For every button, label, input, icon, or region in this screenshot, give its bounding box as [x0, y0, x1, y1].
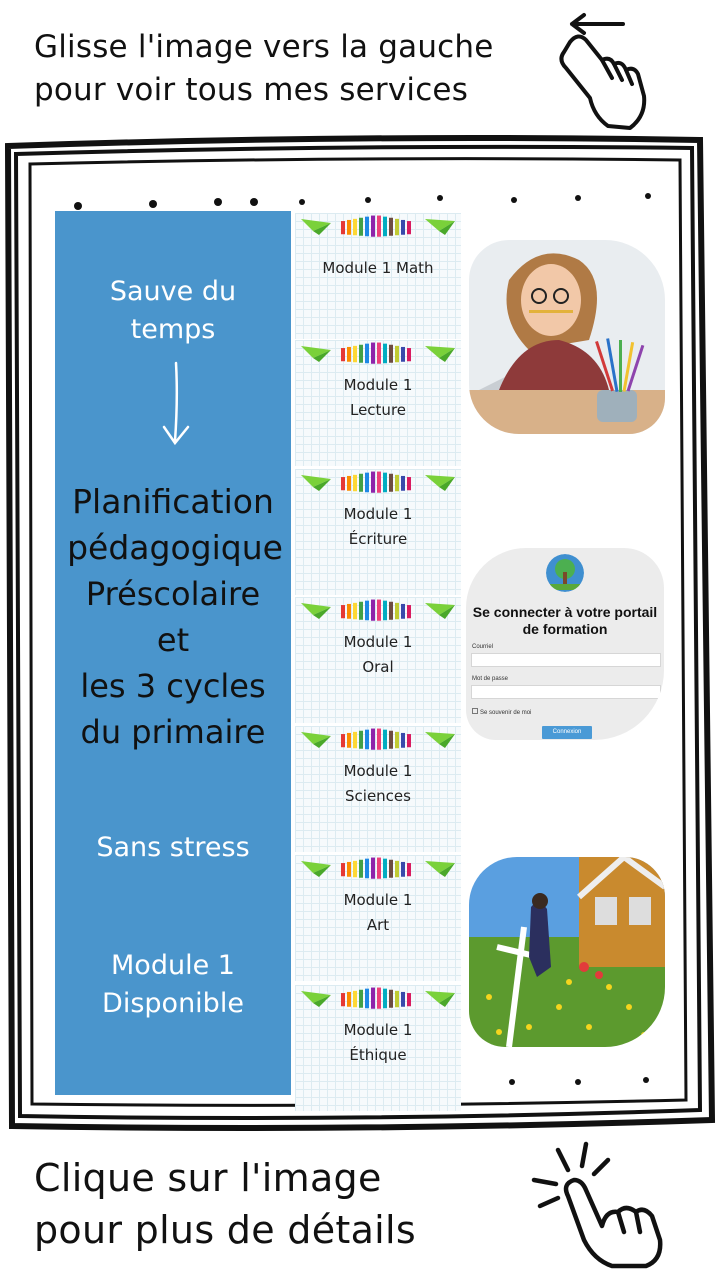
available-line1: Module 1	[111, 950, 235, 981]
paper-plane-icon	[425, 991, 455, 1007]
paper-plane-icon	[425, 603, 455, 619]
available-text	[55, 947, 291, 1023]
remember-checkbox[interactable]	[472, 708, 478, 714]
module-title: Module 1 Math	[322, 259, 434, 277]
paper-plane-icon	[301, 346, 331, 362]
title-line1: Planification	[72, 482, 274, 521]
remember-me[interactable]	[472, 708, 531, 716]
login-heading-line1: Se connecter à votre portail	[472, 604, 658, 620]
password-field[interactable]	[471, 685, 661, 699]
module-card[interactable]	[295, 855, 461, 981]
module-title: Module 1	[343, 505, 413, 523]
module-title: Module 1	[343, 1021, 413, 1039]
click-instruction-line2: pour plus de détails	[34, 1208, 416, 1252]
swipe-instruction-line2: pour voir tous mes services	[34, 72, 469, 108]
saves-time-line1: Sauve du	[109, 276, 237, 307]
module-header-decoration	[295, 985, 461, 1015]
colored-pencils-icon	[341, 216, 411, 237]
paper-plane-icon	[301, 991, 331, 1007]
module-subject: Art	[366, 916, 390, 934]
module-header-decoration	[295, 469, 461, 499]
login-preview[interactable]	[466, 548, 664, 740]
paper-plane-icon	[301, 861, 331, 877]
saves-time-text	[55, 273, 291, 349]
paper-plane-icon	[425, 219, 455, 235]
colored-pencils-icon	[341, 988, 411, 1009]
no-stress-text: Sans stress	[96, 832, 250, 863]
tap-hand-icon	[528, 1140, 668, 1270]
module-header-decoration	[295, 726, 461, 756]
down-arrow-icon	[158, 359, 194, 449]
module-card[interactable]	[295, 469, 461, 595]
module-subject: Lecture	[349, 401, 407, 419]
module-title: Module 1	[343, 762, 413, 780]
student-photo[interactable]	[469, 240, 665, 434]
module-card[interactable]	[295, 726, 461, 852]
saves-time-line2: temps	[130, 314, 216, 345]
module-title: Module 1	[343, 633, 413, 651]
colored-pencils-icon	[341, 729, 411, 750]
paper-plane-icon	[425, 732, 455, 748]
title-line4: et	[156, 621, 190, 659]
module-title: Module 1	[343, 376, 413, 394]
module-subject: Sciences	[345, 787, 411, 805]
module-subject: Éthique	[349, 1046, 407, 1064]
paper-plane-icon	[425, 346, 455, 362]
available-line2: Disponible	[102, 988, 244, 1019]
title-line5: les 3 cycles	[80, 667, 266, 705]
tree-logo-icon	[546, 554, 584, 592]
left-arrow-icon	[572, 15, 623, 33]
email-field[interactable]	[471, 653, 661, 667]
paper-plane-icon	[425, 861, 455, 877]
email-label: Courriel	[472, 644, 494, 650]
colored-pencils-icon	[341, 343, 411, 364]
click-instruction	[34, 1152, 554, 1256]
module-header-decoration	[295, 855, 461, 885]
module-card[interactable]	[295, 597, 461, 723]
paper-plane-icon	[301, 732, 331, 748]
module-header-decoration	[295, 213, 461, 243]
module-card[interactable]	[295, 985, 461, 1111]
module-card[interactable]	[295, 340, 461, 466]
module-header-decoration	[295, 340, 461, 370]
click-instruction-line1: Clique sur l'image	[34, 1156, 382, 1200]
title-line2: pédagogique	[67, 528, 283, 567]
colored-pencils-icon	[341, 858, 411, 879]
module-subject: Écriture	[348, 530, 408, 548]
module-title: Module 1	[343, 891, 413, 909]
module-header-decoration	[295, 597, 461, 627]
swipe-instruction	[34, 26, 554, 112]
login-button[interactable]: Connexion	[542, 726, 592, 739]
paper-plane-icon	[425, 475, 455, 491]
password-label: Mot de passe	[472, 676, 509, 682]
title-line6: du primaire	[80, 713, 266, 751]
planning-panel[interactable]	[55, 211, 291, 1095]
paper-plane-icon	[301, 603, 331, 619]
remember-label: Se souvenir de moi	[480, 710, 532, 716]
swipe-hand-icon	[550, 12, 660, 137]
garden-photo[interactable]	[469, 857, 665, 1047]
title-line3: Préscolaire	[85, 575, 261, 613]
module-card[interactable]	[295, 213, 461, 339]
login-heading-line2: de formation	[522, 621, 608, 637]
module-subject: Oral	[362, 658, 394, 676]
colored-pencils-icon	[341, 472, 411, 493]
planning-title	[55, 479, 291, 755]
login-heading	[466, 604, 664, 638]
paper-plane-icon	[301, 219, 331, 235]
swipe-instruction-line1: Glisse l'image vers la gauche	[34, 29, 494, 65]
colored-pencils-icon	[341, 600, 411, 621]
paper-plane-icon	[301, 475, 331, 491]
